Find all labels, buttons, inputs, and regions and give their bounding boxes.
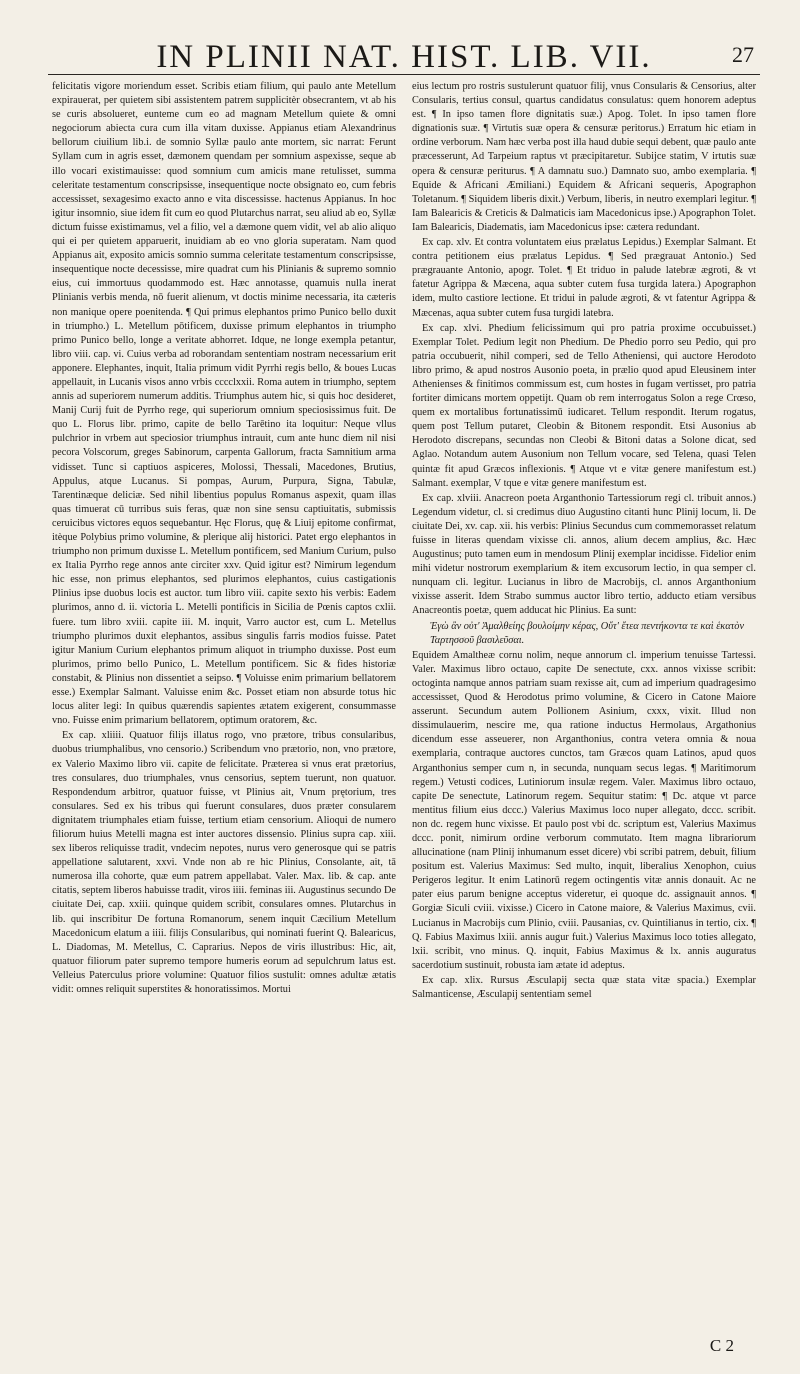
right-column: [412, 80, 756, 1328]
paragraph: Equidem Amaltheæ cornu nolim, neque annorum cl. imperium tenuisse Tartessi. Valer. Maximus libro octauo, capite De senectute, cxx. annos vixisse scribit: octoginta namque annos patriam suam rexisse ait, cum ad imperium quadragesimo accessisset, Quod & Herodotus primo volumine, & Cicero in Catone Maiore asserunt. Secundum autem Pollionem Asinium, cxxx, vixit. Illud non dissimulauerim, nescire me, qua ratione inductus Hermolaus, Argathonius dicendum esse asseuerer, non Arganthonius, contra vetera omnia & noua exemplaria, contraque auctores cunctos, tam Græcos quam Latinos, apud quos Arganthonius semper cum n, in secunda, nunquam secus legas. ¶ Maritimorum regem.) Vetusti codices, Lutiniorum insulæ regem. Valer. Maximus libro octauo, capite De senectute, Latinorum regem. Sequitur statim: ¶ Dc. atque vt parce mentitus filium eius dccc.) Valerius Maximus loco nuper allegato, dccc. scribit. non dc. regem hunc vixisse. Et paulo post vbi dc. scriptum est, Valerius Maximus dccc. ponit, nimirum ordine verborum commutato. Item magna librariorum allucinatione (nam Plinij inhumanum esset dicere) vbi scribi patrem, debuit, filium positum est. Valerius Maximus: Sed multo, inquit, liberalius Xenophon, cuius Perigeros legitur. It enim Latinorū regem octingentis vitæ annis donauit. Ac ne pater eius parum benigne acceptus videretur, ei quoque dc. assignauit annos. ¶ Gorgiæ Siculi cviii. vixisse.) Cicero in Catone maiore, & Valerius Maximus, cvii. Lucianus in Macrobijs cum Plinio, cviii. Pausanias, cv. Quintilianus in tertio, cix. ¶ Q. Fabius Maximus lxiii. annis augur fuit.) Valerius Maximus loco toties allegato, lxii. scribit, vno minus. Q. inquit, Fabius Maximus & lx. annis auguratus sacerdotium sustinuit, robusta iam ætate id adeptus.: [412, 649, 756, 971]
page-header: [48, 28, 760, 75]
running-title: IN PLINII NAT. HIST. LIB. VII.: [156, 39, 652, 75]
paragraph: Ex cap. xlix. Rursus Æsculapij secta quæ stata vitæ spacia.) Exemplar Salmanticense, Æsculapij sententiam semel: [412, 974, 756, 1000]
greek-quotation: Ἐγὼ ἂν οὐτ' Ἀμαλθείης βουλοίμην κέρας, Οὔτ' ἔτεα πεντήκοντα τε καὶ ἑκατὸν Ταρτησσοῦ βασιλεῦσαι.: [430, 620, 745, 646]
paragraph: Ex cap. xliiii. Quatuor filijs illatus rogo, vno prætore, tribus consularibus, duobus triumphalibus, vno censorio.) Scribendum vno prætorio, non, vno prætore, ex Valerio Maximo libro vii. capite de felicitate. Præterea si vnus erat prætorius, tres consulares, duo triumphales, vnus censorius, septem tuerunt, non quatuor. Respondendum arbitror, quatuor fuisse, vt Plinius ait, Vnum prętorium, tres consulares. Sed ex his tribus qui fuerunt consulares, duos præter consularem dignitatem triumphales etiam fuisse, tertium etiam censorium. Alioqui de numero filiorum huius Metelli magna est inter auctores dissensio. Plinius supra cap. xiii. sex liberos reliquisse tradit, vndecim nepotes, nurus vero generosque qui se patris appellatione salutarent, xxvi. Vnde non ab re hic Plinius, Consolante, ait, tā numerosa illa cohorte, quæ eum patrem appellabat. Valer. Max. lib. & cap. ante citatis, septem liberos habuisse tradit, viros iiii. feminas iii. Augustinus secundo De ciuitate Dei, cap. xxiii. quinque quidem scribit, consulares omnes. Plutarchus in lib. qui inscribitur De fortuna Romanorum, senem inquit Cæcilium Metellum Macedonicum elatum a iiii. filijs Consularibus, qui nominati fuerint Q. Balearicus, L. Diadomas, M. Metellus, C. Caprarius. Nepos de viris illustribus: Hic, ait, quatuor filiorum pater supremo tempore humeris eorum ad sepulchrum latus est. Velleius Paterculus priore volumine: Quatuor filios sustulit: omnes adultæ ætatis vidit: omnes reliquit superstites & honoratissimos. Mortui: [52, 730, 396, 995]
text-columns: [52, 80, 756, 1328]
paragraph: Ex cap. xlvi. Phedium felicissimum qui pro patria proxime occubuisset.) Exemplar Tolet. Pedium legit non Phedium. De Phedio porro seu Pedio, qui pro patria occubuerit, nihil comperi, sed de Tello Atheniensi, qui auctore Herodoto libro primo, & apud nostros Ausonio poeta, in prælio quod apud Eleusinem inter Athenienses & finitimos commissum est, cum hostes in fugam vertisset, pro patria fortiter dimicans mortem oppetijt. Quam ob rem interrogatus Solon a rege Crœso, quem ex mortalibus fortunatissimū iudicaret. Tellum respondit. Iterum rogatus, quem post Tellum putaret, Cleobin & Bitonem respondit. Etsi Ausonius ab Herodoto discrepans, secundas non Cleobi & Bitoni datas a Solone dicat, sed Aglao. Notandum autem Ausonium non Tellum vocare, sed Telena, quasi Telen quintæ fit apud Græcos inflexionis. ¶ Atque vt e vitæ genere manifestum est.) Salmant. exemplar, V tque e vitæ genere manifestum est.: [412, 322, 756, 489]
page-number: 27: [732, 42, 754, 67]
paragraph: Ex cap. xlv. Et contra voluntatem eius prælatus Lepidus.) Exemplar Salmant. Et contra petitionem eius prælatus Lepidus. ¶ Sed prægrauat Antonio.) Sed prægrauante Antonio, apogr. Tolet. ¶ Et triduo in palude latebræ ægroti, & vt fatetur Agrippa & Mæcena, aqua subter cutem fusa turgida latera.) Apographon idem, multo castiore lectione. Et tridui in palude ægroti, & vt fatentur Agrippa & Mæcenas, aqua subter cutem fusa turgidi latebra.: [412, 237, 756, 319]
signature-mark: C 2: [709, 1336, 734, 1355]
left-column: [52, 80, 396, 1328]
paragraph: felicitatis vigore moriendum esset. Scribis etiam filium, qui paulo ante Metellum expirauerat, per quietem sibi assistentem patrem supplicitèr obsecrantem, vt ab his se curis absolueret, eunteme cum eo ad magnam Metellum quiete & omni negociorum abiecta cura cum illa vitam duxisse. Appianus etiam Alexandrinus bellorum ciuilium lib.i. de somnio Syllæ paulo ante mortem, sic narrat: Ferunt Syllam cum in agris esset, dæmonem quendam per somnium aspexisse, seque ab illo vocari existimauisse: quod somnium cum amicis mane retulisset, summa celeritate testamentum conscripsisse, insequentique nocte obsignato eo, cum febris accessisset, sexagesimo exacto anno e vita discessisse. hactenus Appianus. In hoc igitur insomnio, siue idem fit cum eo quod Plutarchus narrat, seu aliud ab eo, Syllæ dictum fuisse existimamus, vel a filio, vel a dæmone quem vidit, vel ab alio aliquo qui ei per quietem apparuerit, inuidiam ab eo vno gloria superatam. Nam quod Appianus ait, exposito amicis somnio summa celeritate testamentum conscripsisse, insequentique nocte decessisse, mire quadrat cum his Plinianis & supremo somnio eius, cui immortuus quodammodo est. Hæc annotasse, quamuis nulla inerat Plinianis verbis menda, nō fuerit alienum, vt doctis minime necessaria, ita cæteris non manique opere poenitenda. ¶ Qui primus elephantos primo Punico bello duxit in triumpho.) L. Metellum pōtificem, duxisse primum elephantos in triumpho primo Punico bello, longe a veritate abhorret. Idque, ne longe exempla petantur, libro viii. cap. vi. Cuius verba ad roborandam sententiam nostram necessarium erit apponere. Elephantes, inquit, Italia primum vidit Pyrrhi regis bello, & boues Lucas appellauit, in Lucanis visos anno vrbis cccclxxii. Roma autem in triumpho, septem annis ad superiorem numerum additis. Triumphus autem hic, si quis hoc desideret, Manij Curij fuit de Pyrrho rege, qui superiorum omnium speciosissimus fuit. De quo L. Florus libr. primo, capite de bello Tarētino ita loquitur: Neque vllus pulchrior in vrbem aut speciosior triumphus intrauit, cum ante hunc diem nil nisi pecora Volscorum, greges Sabinorum, carpenta Gallorum, fracta Samnitium arma vidisset. Tunc si captiuos aspiceres, Molossi, Thessali, Macedones, Brutius, Appulus, atque Lucanus. Si pompas, Aurum, Purpura, Signa, Tabulæ, Tarentinæque deliciæ. Sed nihil libentius populus Romanus aspexit, quam illas quas timuerat cū turribus suis feras, quæ non sine sensu captiuitatis, submissis ceruicibus victores equos sequebantur. Hęc Florus, quę & Liuij epitome confirmat, itèque Polybius primo volumine, & plerique alij historici. Patet ergo elephantos in triumpho non primum duxisse L. Metellum pontificem, sed Manium Curium, pulso ex Italia Pyrrho rege annos ante circiter xxv. Quid igitur est? Nimirum legendum hic esse, non primus elephantos, sed plurimos elephantos, cuius castigationis Plinius ipse duobus locis est auctor. tum libro viii. capite sexto his verbis: Eadem plurimos, anno d. ii. victoria L. Metelli pontificis in Sicilia de Pœnis captos cxlii. fuere. tum libro xviii. capite iii. M. inquit, Varro auctor est, cum L. Metellus triumpho plurimos duxit elephantos, assibus singulis farris modios fuisse. Patet igitur Manium Curium elephantos primum aliquot in triumpho duxisse. Post eum plurimos, primo bello Punico, L. Metellum pontificem. Sic & fides historiæ constabit, & Plinius non dissentiet a seipso. ¶ Voluisse enim primarium bellatorem esse.) Exemplar Salmant. Valuisse enim &c. Posset etiam non absurde totus hic locus aliter legi: In quibus quærendis sapientes ætatem exigerent, consummasse vno. Fuisse enim primarium bellatorem, optimum oratorem, &c.: [52, 81, 396, 727]
paragraph: eius lectum pro rostris sustulerunt quatuor filij, vnus Consularis & Censorius, alter Consularis, tertius consul, quartus candidatus consulatus: quem honorem adeptus est. ¶ In ipso tamen flore dignitatis suæ.) Apog. Tolet. In ipso tamen flore dignationis suæ. ¶ Virtutis suæ opera & censuræ peritorus.) Erratum hic etiam in ordine verborum. Nam hæc verba post illa haud dubie sequi debent, quæ paulo ante præcesserunt, Ad Tarpeium raptus vt præcipitaretur. Subijce statim, V irtutis suæ opera & censuræ periturus. ¶ A damnatu suo.) Damnato suo, ambo exemplaria. ¶ Equide & Africani Æmiliani.) Equidem & Africani sequeris, Apographon Toletanum. ¶ Siquidem liberis dixit.) Verbum, liberis, in neutro exemplari legitur. ¶ Iam Balearicis & Creticis & Dalmaticis iam Macedonicus ipse.) Apographon Tolet. Iam Balearicis, Diadematis, iam Macedonicus ipse: cætera redundant.: [412, 81, 756, 233]
paragraph: Ex cap. xlviii. Anacreon poeta Arganthonio Tartessiorum regi cl. tribuit annos.) Legendum videtur, cl. si credimus diuo Augustino citanti hunc Plinij locum, li. De ciuitate Dei, xv. cap. xii. his verbis: Plinius Secundus cum commemorasset relatum fuisse in literas quendam vixisse cli. annos, alium decem amplius, &c. Hæc Augustinus; puto tamen eum in mendosum Plinij exemplar incidisse. Fidelior enim mihi videtur nostrorum exemplarium & item excusorum lectio, in qua semper cl. nunquam cli. legitur. Lucianus in libro de Macrobijs, cl. annos Arganthonium vixisse asserit. Idem Strabo summus auctor libro tertio, adducto etiam versibus Anacreontis poetæ, quem adducat hic Plinius. Ea sunt:: [412, 492, 756, 617]
